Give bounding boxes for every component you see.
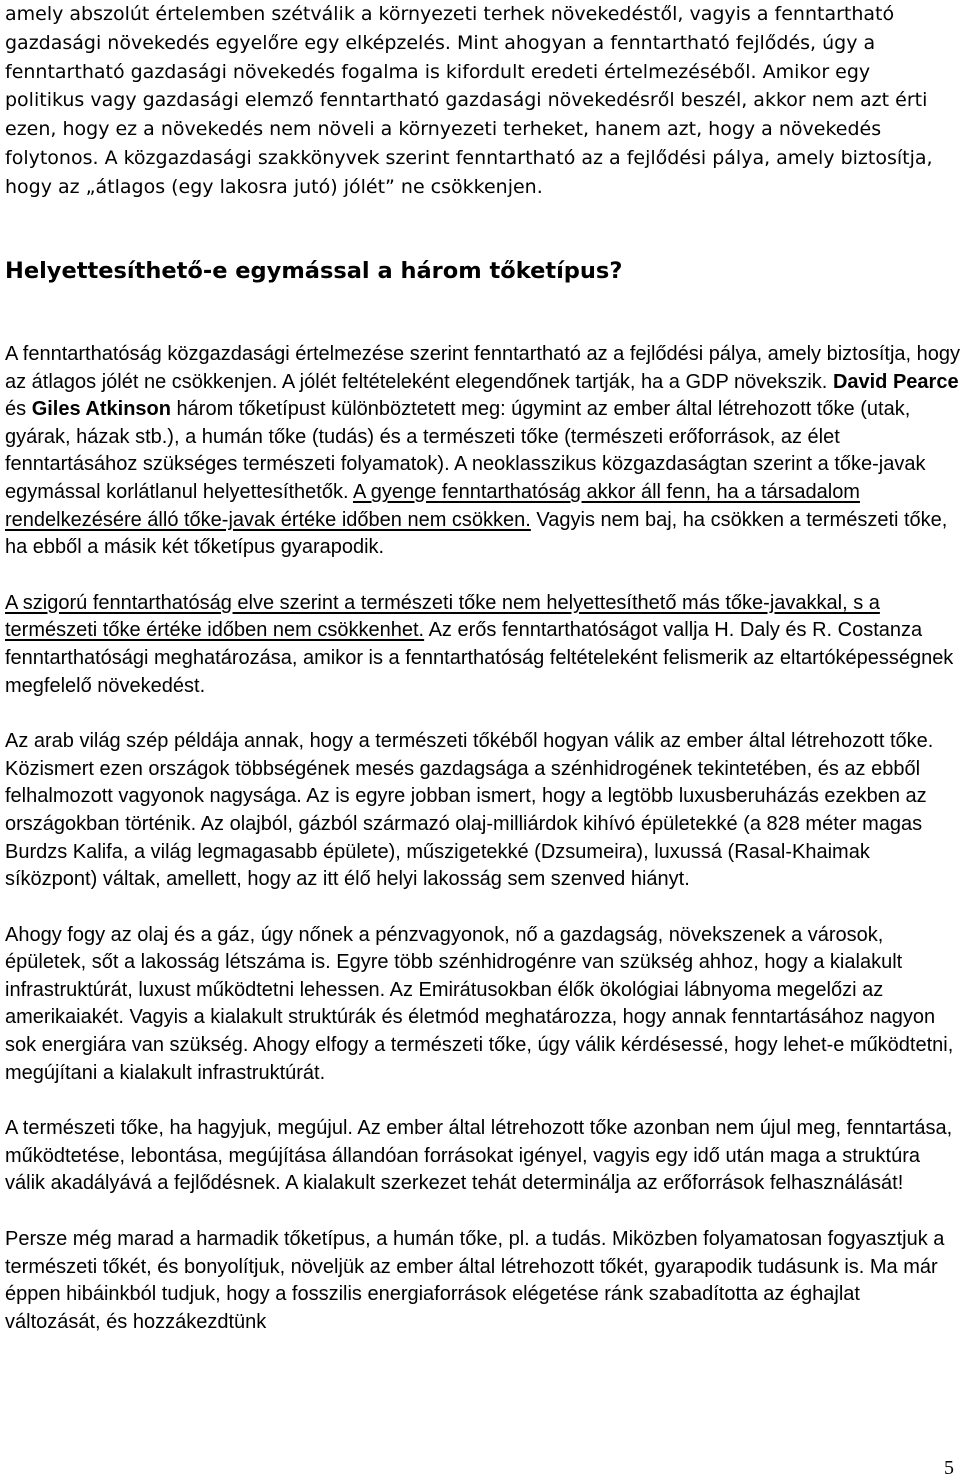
intro-sentence-3: A közgazdasági szakkönyvek szerint fenntartható az a fejlődési pálya, amely biztosítja, hogy az „átlagos (egy lakosra jutó) jólét” ne csökkenjen. <box>5 146 933 198</box>
section-body <box>5 341 960 1336</box>
paragraph-arab-world: Az arab világ szép példája annak, hogy a természeti tőkéből hogyan válik az ember által létrehozott tőke. Közismert ezen országok többségének mesés gazdagsága a szénhidrogének tekintetében, és az ebből felhalmozott vagyonok nagysága. Az is egyre jobban ismert, hogy a legtöbb luxusberuházás ezekben az országokban történik. Az olajból, gázból származó olaj-milliárdok kihívó épületekké (a 828 méter magas Burdzs Kalifa, a világ legmagasabb épülete), műszigetekké (Dzsumeira), luxussá (Rasal-Khaimak síközpont) váltak, amellett, hogy az itt élő helyi lakosság sem szenved hiányt. <box>5 730 934 891</box>
p1-text-1: A fenntarthatóság közgazdasági értelmezése szerint fenntartható az a fejlődési pálya, amely biztosítja, hogy az átlagos jólét ne csökkenjen. A jólét feltételeként elegendőnek tartják, ha a GDP növekszik. <box>5 343 960 393</box>
paragraph-gap <box>5 1198 960 1226</box>
section-heading: Helyettesíthető-e egymással a három tőketípus? <box>5 258 623 284</box>
paragraph-oil-depletion: Ahogy fogy az olaj és a gáz, úgy nőnek a pénzvagyonok, nő a gazdagság, növekszenek a városok, épületek, sőt a lakosság létszáma is. Egyre több szénhidrogénre van szükség ahhoz, hogy a kialakult infrastruktúrát, luxust működtetni lehessen. Az Emirátusokban élők ökológiai lábnyoma megelőzi az amerikaiakét. Vagyis a kialakult struktúrák és életmód meghatározza, hogy annak fenntartásához nagyon sok energiára van szükség. Ahogy elfogy a természeti tőke, úgy válik kérdésessé, hogy lehet-e működtetni, megújítani a kialakult infrastruktúrát. <box>5 923 954 1084</box>
p1-text-4: Vagyis nem baj, ha csökken a természeti tőke, ha ebből a másik két tőketípus gyarapodik. <box>5 508 948 559</box>
page-number: 5 <box>944 1457 954 1479</box>
p2-text-1: Az erős fenntarthatóságot vallja H. Daly és R. Costanza fenntarthatósági meghatározása, amikor is a fenntarthatóság feltételeként felismerik az eltartóképességnek megfelelő növekedést. <box>5 619 954 697</box>
paragraph-strong-sustainability <box>5 590 960 700</box>
strong-sustainability-definition: A szigorú fenntarthatóság elve szerint a természeti tőke nem helyettesíthető más tőke-javakkal, s a természeti tőke értéke időben nem csökkenhet. <box>5 591 880 642</box>
paragraph-natural-capital-renewal: A természeti tőke, ha hagyjuk, megújul. Az ember által létrehozott tőke azonban nem újul meg, fenntartása, működtetése, lebontása, megújítása állandóan forrásokat igényel, vagyis egy idő után maga a struktúra válik akadályává a fejlődésnek. A kialakult szerkezet tehát determinálja az erőforrások felhasználását! <box>5 1117 953 1195</box>
paragraph-gap <box>5 562 960 590</box>
paragraph-gap <box>5 1087 960 1115</box>
author-name-pearce: David Pearce <box>832 370 959 393</box>
paragraph-capital-types <box>5 341 960 562</box>
author-name-atkinson: Giles Atkinson <box>31 398 171 421</box>
document-page <box>5 0 960 1333</box>
paragraph-gap <box>5 894 960 922</box>
intro-sentence-2: Amikor egy politikus vagy gazdasági elemző fenntartható gazdasági növekedésről beszél, akkor nem azt érti ezen, hogy ez a növekedés nem növeli a környezeti terheket, hanem azt, hogy a növekedés folytonos. <box>5 60 928 169</box>
paragraph-human-capital: Persze még marad a harmadik tőketípus, a humán tőke, pl. a tudás. Miközben folyamatosan fogyasztjuk a természeti tőkét, és bonyolítjuk, növeljük az ember által létrehozott tőkét, gyarapodik tudásunk is. Ma már éppen hibáinkból tudjuk, hogy a fosszilis energiaforrások elégetése ránk szabadította az éghajlat változását, és hozzákezdtünk <box>5 1228 945 1333</box>
weak-sustainability-definition: A gyenge fenntarthatóság akkor áll fenn, ha a társadalom rendelkezésére álló tőke-javak értéke időben nem csökken. <box>5 480 860 531</box>
paragraph-gap <box>5 700 960 728</box>
intro-paragraph <box>5 0 955 202</box>
intro-sentence-1: amely abszolút értelemben szétválik a környezeti terhek növekedéstől, vagyis a fenntartható gazdasági növekedés egyelőre egy elképzelés. Mint ahogyan a fenntartható fejlődés, úgy a fenntartható gazdasági növekedés fogalma is kifordult eredeti értelmezéséből. <box>5 3 895 83</box>
p1-text-3: három tőketípust különböztetett meg: úgymint az ember által létrehozott tőke (utak, gyárak, házak stb.), a humán tőke (tudás) és a természeti tőke (természeti erőforrások, az élet fenntartásához szükséges természeti folyamatok). A neoklasszikus közgazdaságtan szerint a tőke-javak egymással korlátlanul helyettesíthetők. <box>5 398 926 503</box>
p1-text-2: és <box>5 398 27 421</box>
